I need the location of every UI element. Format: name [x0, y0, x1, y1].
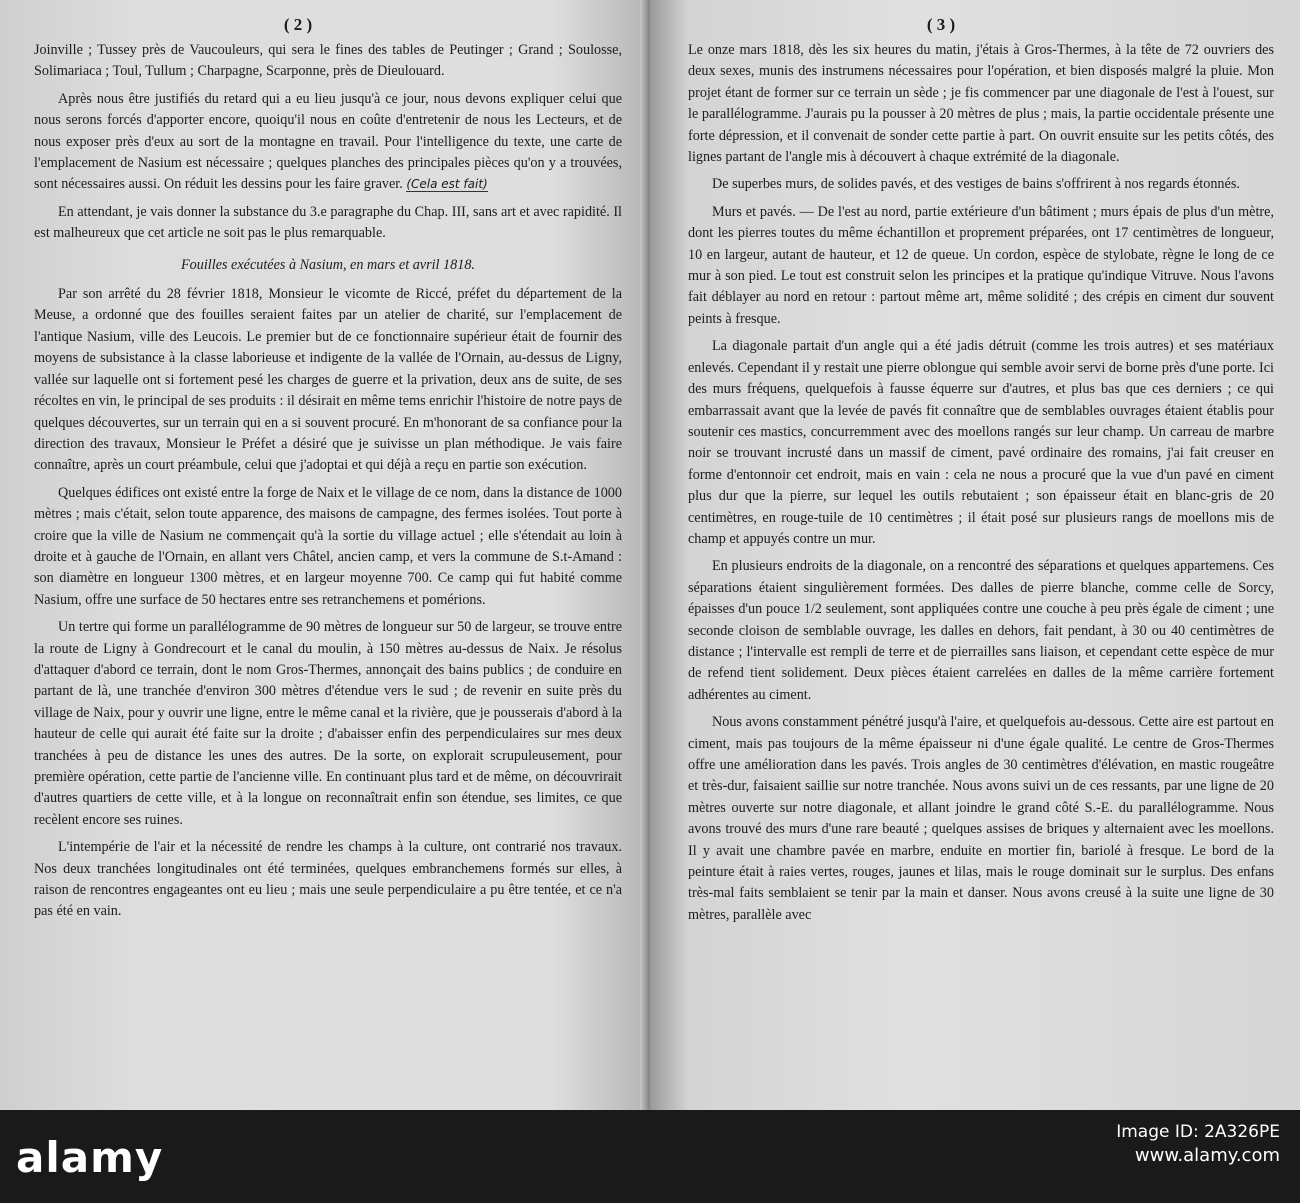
- right-paragraph-2: De superbes murs, de solides pavés, et des vestiges de bains s'offrirent à nos regards étonnés.: [712, 176, 1240, 193]
- left-paragraph-1: Joinville ; Tussey près de Vaucouleurs, qui sera le fines des tables de Peutinger ; Grand ; Soulosse, Solimariaca ; Toul, Tullum ; Charpagne, Scarponne, près de Dieulouard.: [34, 42, 622, 80]
- right-paragraph-4: La diagonale partait d'un angle qui a été jadis détruit (comme les trois autres) et ses matériaux enlevés. Cependant il y restait une pierre oblongue qui semble avoir servi de borne près d'une porte. Ici des murs fréquens, quelquefois à fausse équerre sur d'autres, et plus bas que ces derniers ; ce qui embarrassait avant que la levée de pavés fit connaître que de semblables ouvrages étaient établis pour soutenir ces mastics, concurremment avec des moellons rangés sur leur champ. Un carreau de marbre noir se trouvant incrusté dans un massif de ciment, pavé ordinaire des romains, j'ai fait creuser en forme d'entonnoir cet endroit, mais en vain : cela ne nous a procuré que la vue d'un pavé en ciment plus dur que la pierre, sur lequel les outils rebutaient ; son épaisseur était en blanc-gris de 20 centimètres, en rouge-tuile de 10 centimètres ; il était posé sur plusieurs rangs de moellons mis de champ et appuyés contre un mur.: [688, 338, 1274, 547]
- left-paragraph-5: Quelques édifices ont existé entre la forge de Naix et le village de ce nom, dans la distance de 1000 mètres ; mais c'était, selon toute apparence, des maisons de campagne, des fermes isolées. Tout porte à croire que la ville de Nasium ne commençait qu'à la sortie du village actuel ; elle s'étendait au loin à droite et à gauche de l'Ornain, en allant vers Châtel, ancien camp, et vers la commune de S.t-Amand : son diamètre en longueur 1300 mètres, et en largeur moyenne 700. Ce camp qui fut habité comme Nasium, offre une surface de 50 hectares entre ses retranchemens et pomérions.: [34, 484, 622, 608]
- right-page: [650, 0, 1300, 1110]
- right-page-number: ( 3 ): [926, 15, 956, 34]
- left-page-number: ( 2 ): [283, 15, 313, 34]
- site-url: www.alamy.com: [1134, 1145, 1280, 1166]
- image-id-label: Image ID: 2A326PE: [1116, 1122, 1280, 1142]
- right-paragraph-6: Nous avons constamment pénétré jusqu'à l'aire, et quelquefois au-dessous. Cette aire est partout en ciment, mais pas toujours de la même épaisseur ni d'une égale qualité. Le centre de Gros-Thermes offre une amélioration dans les pavés. Trois angles de 30 centimètres d'élévation, en mastic rougeâtre et très-dur, faisaient saillie sur notre tranchée. Nous avons suivi un de ces ressants, par une ligne de 20 mètres ouverte sur notre diagonale, et allant joindre le grand côté S.-E. du parallélogramme. Nous avons trouvé des murs d'une rare beauté ; quelques assises de briques y alternaient avec les moellons. Il y avait une chambre pavée en marbre, enduite en mortier fin, bariolé à fresque. Le bord de la peinture était à raies vertes, rouges, jaunes et lilas, mais le rouge dominait sur le surplus. Des enfans très-mal faits semblaient se tenir par la main et danser. Nous avons creusé à la suite une ligne de 30 mètres, parallèle avec: [688, 714, 1274, 923]
- left-paragraph-6: Un tertre qui forme un parallélogramme de 90 mètres de longueur sur 50 de largeur, se trouve entre la route de Ligny à Gondrecourt et le canal du moulin, à 150 mètres au-dessus de Naix. Je résolus d'attaquer d'abord ce terrain, dont le nom Gros-Thermes, annonçait des bains publics ; de conduire en partant de là, une tranchée d'environ 300 mètres d'étendue vers le sud ; de revenir en suite près du village de Naix, pour y ouvrir une ligne, entre le même canal et la rivière, que je pousserais d'abord à la hauteur de celle qui aurait été faite sur la droite ; d'abaisser enfin des perpendiculaires sur mes deux tranchées à peu de distance les unes des autres. De la sorte, on explorait scrupuleusement, pour première opération, cette partie de l'ancienne ville. En continuant plus tard et de même, on découvrirait d'autres quartiers de cette ville, et à la longue on reconnaîtrait enfin son étendue, ses limites, ce que recèlent encore ses ruines.: [34, 619, 622, 828]
- left-paragraph-2: [34, 89, 622, 196]
- right-paragraph-5: En plusieurs endroits de la diagonale, on a rencontré des séparations et quelques appartemens. Ces séparations étaient singulièrement formées. Des dalles de pierre blanche, comme celle de Sorcy, épaisses d'un pouce 1/2 seulement, sont appliquées contre une couche à peu près égale de ciment ; une seconde cloison de semblable ouvrage, les dalles en dehors, fait pendant, à 30 ou 40 centimètres de distance ; l'intervalle est rempli de terre et de pierrailles sans liaison, et cependant cette espèce de mur de refend tient solidement. Deux pièces étaient carrelées en dalles de la même carrière fortement adhérentes au ciment.: [688, 558, 1274, 703]
- right-paragraph-3: Murs et pavés. — De l'est au nord, partie extérieure d'un bâtiment ; murs épais de plus d'un mètre, dont les pierres toutes du même échantillon et proprement préparées, ont 17 centimètres de longueur, 10 en largeur, autant de hauteur, et 12 de queue. Un cordon, espèce de stylobate, règne le long de ce mur à son pied. Le tout est construit selon les principes et la pratique qu'indique Vitruve. Nous l'avons fait déblayer au nord en retour : partout même art, même solidité ; des crépis en ciment dur souvent peints à fresque.: [688, 203, 1274, 327]
- stock-footer-band: [0, 1110, 1300, 1203]
- left-paragraph-7: L'intempérie de l'air et la nécessité de rendre les champs à la culture, ont contrarié nos travaux. Nos deux tranchées longitudinales ont été terminées, quelques embranchemens formés sur elles, à raison de rencontres engageantes ont eu lieu ; mais une seule perpendiculaire a pu être tentée, et ce n'a pas été en vain.: [34, 839, 622, 920]
- left-paragraph-4: Par son arrêté du 28 février 1818, Monsieur le vicomte de Riccé, préfet du département de la Meuse, a ordonné que des fouilles seraient faites par un atelier de charité, sur l'emplacement de l'antique Nasium, ville des Leucois. Le premier but de ce fonctionnaire supérieur était de fournir des moyens de subsistance à la classe laborieuse et indigente de la vallée de l'Ornain, au-dessus de Ligny, vallée sur laquelle ont si fortement pesé les charges de guerre et la privation, deux ans de suite, de ses récoltes en vin, le principal de ses produits : il désirait en même tems enrichir l'histoire de notre pays de quelques découvertes, sur un terrain qui en a si souvent procuré. En m'honorant de sa confiance pour la direction des travaux, Monsieur le Préfet a désiré que je suivisse un plan méthodique. Je vais faire connaître, après un court préambule, celui que j'adoptai et qui déjà a reçu en partie son exécution.: [34, 286, 623, 474]
- image-id-block: [1116, 1120, 1280, 1168]
- right-paragraph-1: Le onze mars 1818, dès les six heures du matin, j'étais à Gros-Thermes, à la tête de 72 ouvriers des deux sexes, munis des instrumens nécessaires pour l'opération, et bien disposés malgré la pluie. Mon projet étant de former sur ce terrain un sède ; je fis commencer par une diagonale de l'est à l'ouest, sur le parallélogramme. J'aurais pu la pousser à 20 mètres de plus ; mais, la partie occidentale présente une forte dépression, et il convenait de sonder cette partie à part. On ouvrit ensuite sur les petits côtés, des lignes partant de l'angle mis à découvert à chaque extrémité de la diagonale.: [688, 42, 1274, 166]
- section-heading: Fouilles exécutées à Nasium, en mars et avril 1818.: [181, 256, 475, 273]
- alamy-logo: alamy: [16, 1133, 164, 1182]
- left-page: [0, 0, 650, 1110]
- left-paragraph-2-text: Après nous être justifiés du retard qui a eu lieu jusqu'à ce jour, nous devons expliquer celui que nous serons forcés d'apporter encore, quoiqu'il nous en coûte d'entretenir de nous les Lecteurs, et de nous exposer près d'eux au sort de la montagne en travail. Pour l'intelligence du texte, une carte de l'emplacement de Nasium est nécessaire ; quelques planches des principales pièces qu'on y a trouvées, sont nécessaires aussi. On réduit les dessins pour les faire graver.: [34, 90, 622, 193]
- handwritten-margin-note: (Cela est fait): [406, 177, 488, 192]
- left-paragraph-3: En attendant, je vais donner la substance du 3.e paragraphe du Chap. III, sans art et avec rapidité. Il est malheureux que cet article ne soit pas le plus remarquable.: [34, 203, 622, 242]
